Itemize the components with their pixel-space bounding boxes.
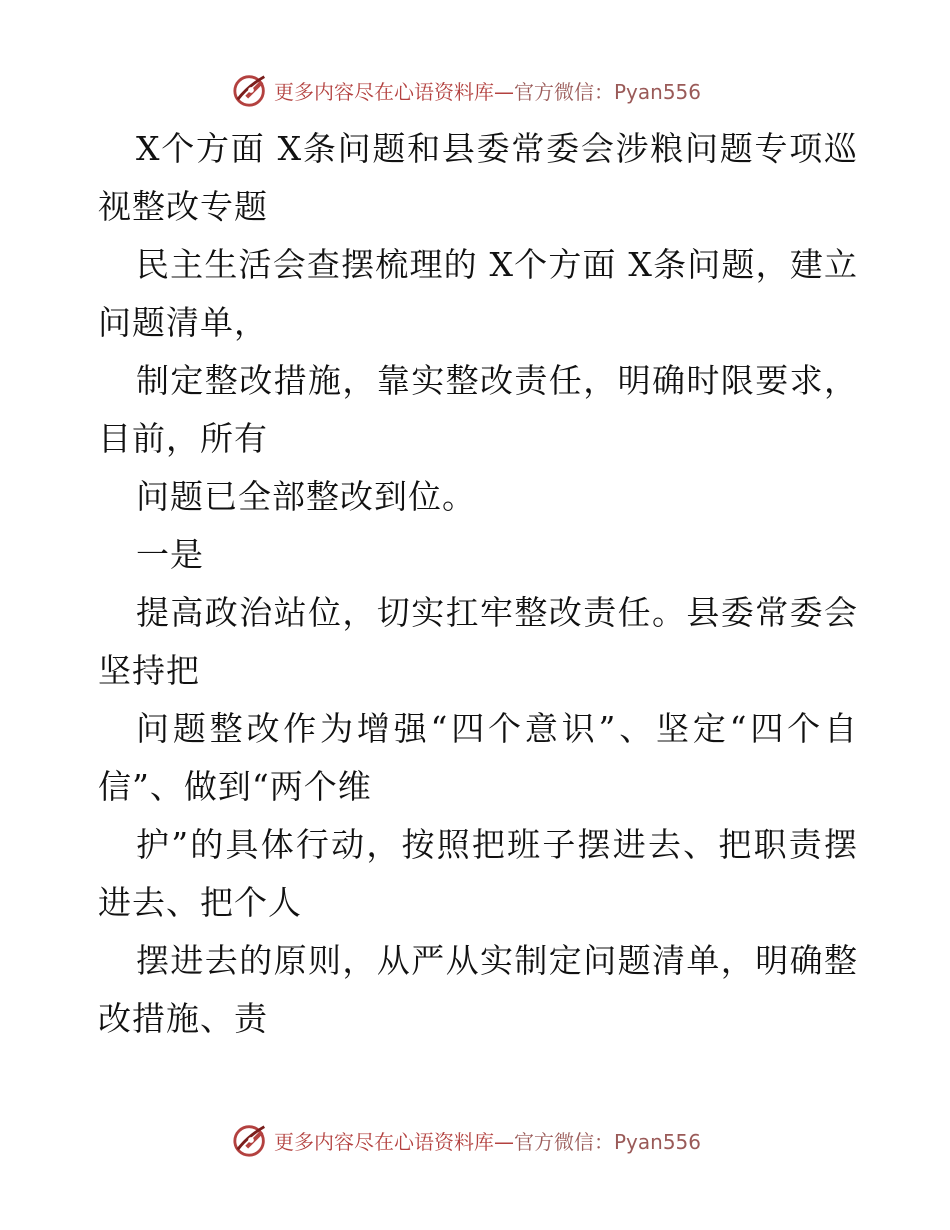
paragraph: 问题整改作为增强“四个意识”、坚定“四个自信”、做到“两个维 bbox=[98, 709, 858, 806]
paragraph: 民主生活会查摆梳理的 X个方面 X条问题，建立问题清单， bbox=[98, 245, 858, 342]
document-body bbox=[98, 120, 858, 1048]
paragraph: 护”的具体行动，按照把班子摆进去、把职责摆进去、把个人 bbox=[98, 825, 858, 922]
paragraph-title: X个方面 X条问题和县委常委会涉粮问题专项巡视整改专题 bbox=[98, 129, 858, 226]
paragraph: 问题已全部整改到位。 bbox=[136, 477, 476, 516]
footer-watermark-banner bbox=[232, 1120, 701, 1160]
header-watermark-banner bbox=[232, 70, 701, 110]
footer-banner-text: 更多内容尽在心语资料库—官方微信：Pyan556 bbox=[274, 1129, 702, 1154]
pen-logo-icon bbox=[232, 71, 270, 109]
paragraph: 摆进去的原则，从严从实制定问题清单，明确整改措施、责 bbox=[98, 941, 858, 1038]
paragraph: 一是 bbox=[136, 535, 204, 574]
paragraph: 提高政治站位，切实扛牢整改责任。县委常委会坚持把 bbox=[98, 593, 858, 690]
pen-logo-icon bbox=[232, 1121, 270, 1159]
paragraph: 制定整改措施，靠实整改责任，明确时限要求，目前，所有 bbox=[98, 361, 858, 458]
header-banner-text: 更多内容尽在心语资料库—官方微信：Pyan556 bbox=[274, 79, 702, 104]
